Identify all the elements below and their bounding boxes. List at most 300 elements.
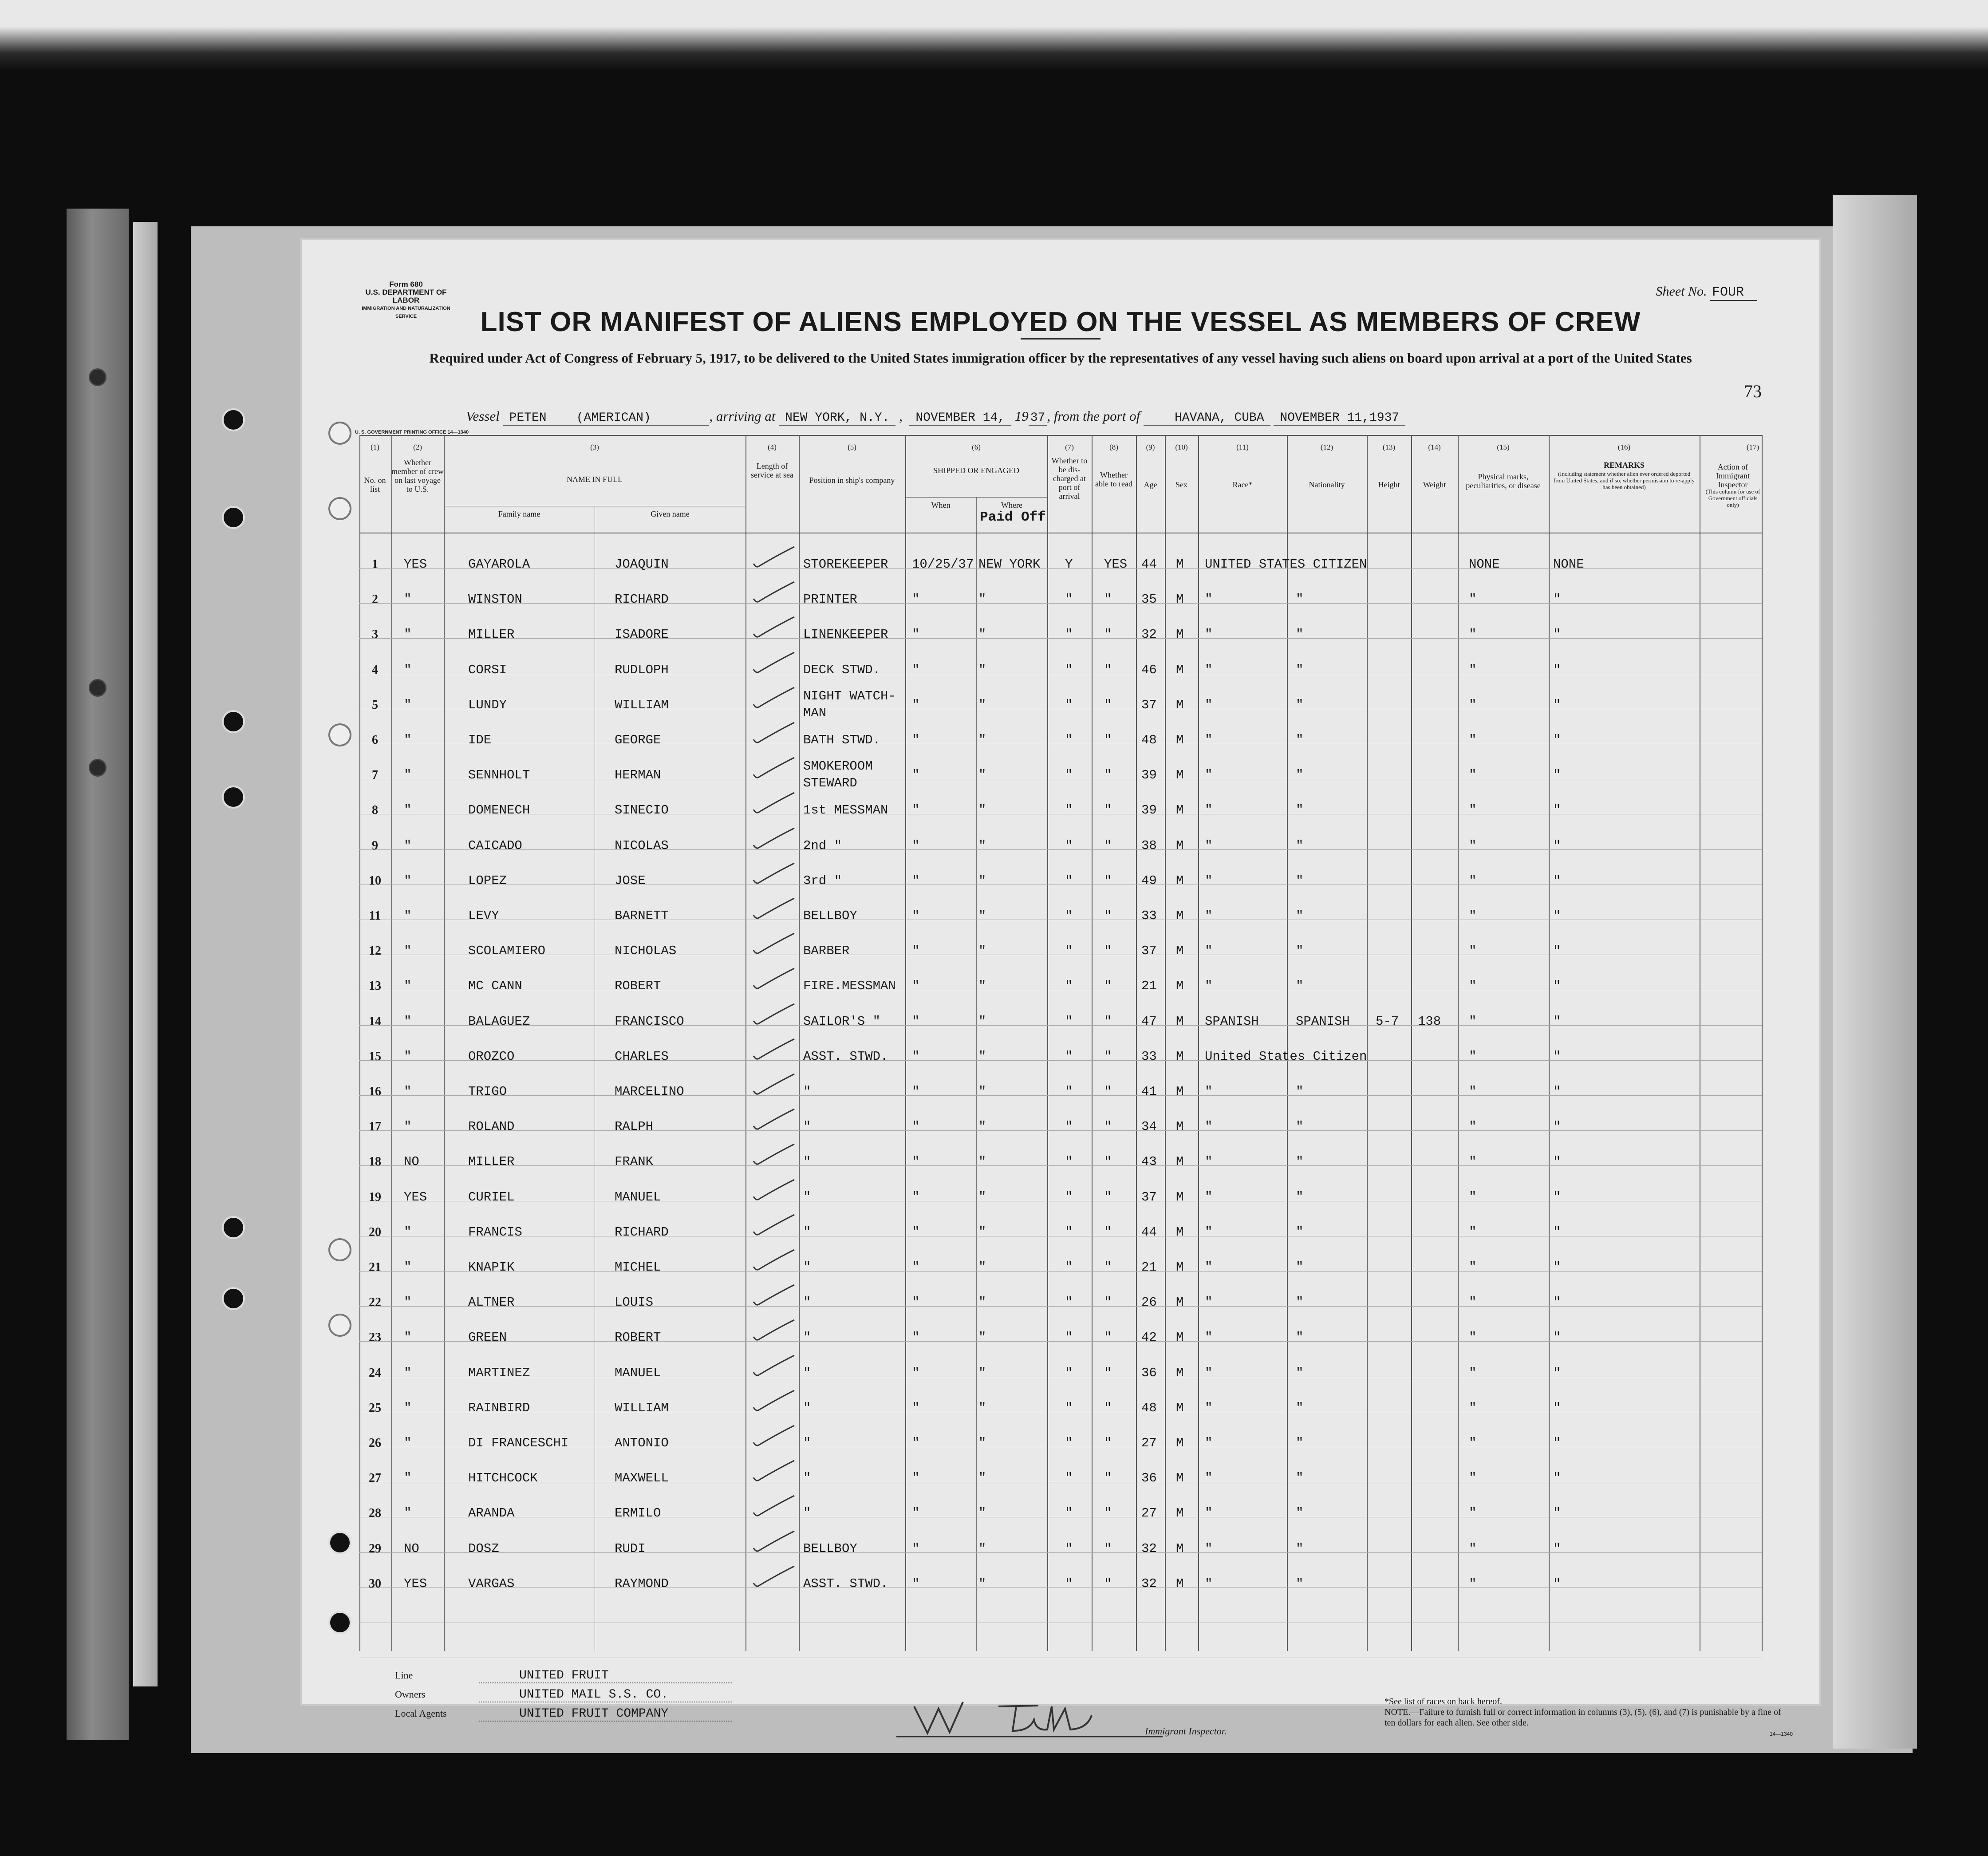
cell-sex: M [1176,1365,1184,1380]
cell-sex: M [1176,592,1184,607]
check-mark-icon [750,650,799,676]
cell-weight: 138 [1418,1014,1441,1029]
cell-age: 21 [1141,1260,1157,1275]
cell-when: " [912,1330,920,1345]
owners-value: UNITED MAIL S.S. CO. [479,1688,732,1702]
cell-when: " [912,838,920,853]
grid-subheader-rule [905,497,1047,498]
cell-family: ROLAND [468,1119,515,1134]
cell-sex: M [1176,1014,1184,1029]
col-num-3: (3) [590,443,599,451]
cell-position: " [803,1154,811,1169]
grid-column-line [1762,435,1763,1651]
cell-prev: YES [404,1189,427,1204]
vessel-line: Vessel PETEN (AMERICAN) , arriving at NEW YORK, N.Y. , NOVEMBER 14, 19 37 , from the port of HAVANA, CUBA NOVEMBER 11,1937 [466,408,1405,425]
cell-position: SAILOR'S " [803,1014,881,1029]
cell-where: " [978,627,986,642]
cell-where: NEW YORK [978,557,1041,572]
cell-given: HERMAN [615,768,661,783]
cell-read: " [1104,1436,1112,1450]
cell-race: " [1205,733,1213,747]
cell-family: DOSZ [468,1541,499,1556]
check-mark-icon [750,790,799,817]
col-header-given: Given name [651,509,690,518]
cell-nationality: " [1296,1436,1304,1450]
cell-given: SINECIO [615,803,669,818]
cell-when: " [912,697,920,712]
punch-hole [222,786,245,809]
check-mark-icon [750,1106,799,1133]
cell-position: BELLBOY [803,908,857,923]
col-header-remarks: REMARKS [1603,461,1645,470]
cell-remarks: " [1553,1224,1561,1240]
service: IMMIGRATION AND NATURALIZATION SERVICE [362,306,450,319]
table-row [359,802,1762,836]
table-row [359,1048,1762,1082]
cell-where: " [978,1576,986,1591]
cell-prev: NO [404,1154,419,1169]
cell-discharged: " [1065,1330,1073,1345]
cell-n: 22 [369,1295,381,1310]
cell-age: 36 [1141,1471,1157,1486]
cell-marks: " [1469,979,1477,994]
cell-n: 24 [369,1366,381,1380]
cell-read: " [1104,1330,1112,1345]
cell-discharged: " [1065,944,1073,959]
cell-nationality: " [1296,1576,1304,1591]
cell-marks: " [1469,1576,1477,1591]
cell-position-line2: MAN [803,705,827,720]
cell-where: " [978,662,986,677]
cell-remarks: " [1553,1330,1561,1345]
cell-family: GREEN [468,1330,507,1345]
cell-n: 30 [369,1576,381,1591]
cell-discharged: " [1065,1576,1073,1591]
cell-n: 19 [369,1190,381,1204]
cell-remarks: " [1553,1506,1561,1521]
cell-race: " [1205,838,1213,853]
department: U.S. DEPARTMENT OF LABOR [365,288,447,304]
cell-age: 38 [1141,838,1157,853]
cell-remarks: " [1553,662,1561,677]
agents-label: Local Agents [395,1708,447,1719]
cell-discharged: " [1065,1471,1073,1486]
cell-age: 33 [1141,1049,1157,1064]
cell-family: OROZCO [468,1049,515,1064]
cell-race: " [1205,1436,1213,1450]
cell-prev: " [404,1014,412,1029]
cell-remarks: " [1553,768,1561,783]
cell-family: GAYAROLA [468,557,530,572]
arrival-date: NOVEMBER 14, [909,411,1011,426]
col-header-nationality: Nationality [1309,480,1345,489]
cell-given: FRANCISCO [615,1014,684,1029]
col-header-prev-voyage: Whether member of crew on last voyage to U.S. [391,458,444,494]
check-mark-icon [750,1353,799,1379]
cell-where: " [978,1119,986,1134]
cell-remarks: " [1553,908,1561,923]
cell-read: " [1104,1541,1112,1556]
page-subtitle: Required under Act of Congress of February 5, 1917, to be delivered to the United States immigration officer by the representatives of any vessel having such aliens on board upon arrival at a port of the United States [429,350,1692,366]
col-header-race: Race* [1232,480,1253,489]
cell-race: " [1205,1119,1213,1134]
cell-given: ERMILO [615,1506,661,1521]
cell-sex: M [1176,908,1184,923]
cell-position: " [803,1436,811,1450]
punch-hole [222,710,245,733]
cell-nationality: " [1296,733,1304,747]
cell-marks: " [1469,1014,1477,1029]
cell-family: LUNDY [468,697,507,712]
cell-position: " [803,1365,811,1380]
punch-hole [222,1216,245,1239]
cell-position: FIRE.MESSMAN [803,979,896,994]
footer-notes [1384,1696,1784,1728]
col-header-read: Whether able to read [1095,470,1132,488]
cell-when: " [912,1049,920,1064]
table-row [359,1294,1762,1328]
check-mark-icon [750,614,799,641]
from-label: , from the port of [1047,408,1140,424]
cell-position: 2nd " [803,838,842,853]
cell-where: " [978,1224,986,1240]
cell-family: MARTINEZ [468,1365,530,1380]
col-header-height: Height [1378,480,1400,489]
col-header-discharged: Whether to be dis-charged at port of arrival [1051,456,1088,501]
cell-marks: " [1469,803,1477,818]
cell-n: 17 [369,1120,381,1134]
cell-sex: M [1176,1260,1184,1275]
form-number: Form 680 [389,280,423,288]
table-row [359,1083,1762,1118]
cell-when: 10/25/37 [912,557,974,572]
page-title: LIST OR MANIFEST OF ALIENS EMPLOYED ON THE VESSEL AS MEMBERS OF CREW [480,307,1641,337]
cell-n: 10 [369,873,381,888]
cell-marks: " [1469,1260,1477,1275]
cell-given: JOAQUIN [615,557,669,572]
cell-nationality: " [1296,944,1304,959]
table-row [359,1118,1762,1153]
cell-where: " [978,873,986,888]
cell-nationality: " [1296,1471,1304,1486]
cell-sex: M [1176,979,1184,994]
cell-sex: M [1176,1119,1184,1134]
col-header-remarks-note: (Including statement whether alien ever ordered deported from United States, and if so, whether permission to re-apply has been obtained) [1553,470,1695,490]
paid-off-stamp: Paid Off [980,509,1046,525]
cell-age: 27 [1141,1506,1157,1521]
table-row [359,1540,1762,1575]
binder-strip-inner [133,222,158,1686]
cell-family: DI FRANCESCHI [468,1436,569,1450]
cell-remarks: NONE [1553,557,1584,572]
arriving-label: , arriving at [709,408,776,424]
cell-prev: " [404,944,412,959]
cell-prev: " [404,592,412,607]
cell-discharged: " [1065,1189,1073,1204]
cell-when: " [912,733,920,747]
cell-sex: M [1176,662,1184,677]
cell-nationality: " [1296,1400,1304,1415]
cell-sex: M [1176,1576,1184,1591]
cell-discharged: " [1065,838,1073,853]
cell-age: 33 [1141,908,1157,923]
cell-prev: " [404,838,412,853]
cell-position: " [803,1224,811,1240]
cell-prev: " [404,1436,412,1450]
cell-n: 26 [369,1436,381,1450]
cell-where: " [978,1084,986,1099]
cell-family: CORSI [468,662,507,677]
cell-remarks: " [1553,979,1561,994]
cell-discharged: Y [1065,557,1073,572]
cell-nationality: SPANISH [1296,1014,1350,1029]
col-num-12: (12) [1320,443,1333,451]
cell-race: " [1205,1330,1213,1345]
punch-hole [328,1611,351,1634]
cell-sex: M [1176,557,1184,572]
cell-race: " [1205,1576,1213,1591]
crew-table [359,435,1762,1651]
cell-race: " [1205,908,1213,923]
cell-nationality: " [1296,803,1304,818]
cell-when: " [912,1295,920,1310]
binder-strip [67,209,129,1740]
cell-where: " [978,1506,986,1521]
punch-hole [222,506,245,529]
cell-given: ISADORE [615,627,669,642]
cell-read: " [1104,1576,1112,1591]
cell-where: " [978,697,986,712]
cell-age: 36 [1141,1365,1157,1380]
cell-position: LINENKEEPER [803,627,888,642]
inspector-signature [896,1689,1163,1742]
cell-family: ARANDA [468,1506,515,1521]
cell-remarks: " [1553,697,1561,712]
punch-hole [328,422,351,445]
cell-nationality: " [1296,1154,1304,1169]
cell-marks: " [1469,1400,1477,1415]
cell-read: " [1104,768,1112,783]
cell-where: " [978,733,986,747]
cell-when: " [912,1084,920,1099]
cell-when: " [912,1541,920,1556]
cell-sex: M [1176,944,1184,959]
col-num-11: (11) [1236,443,1249,451]
cell-race: " [1205,1365,1213,1380]
check-mark-icon [750,1317,799,1344]
cell-family: BALAGUEZ [468,1014,530,1029]
cell-where: " [978,1471,986,1486]
cell-given: ANTONIO [615,1436,669,1450]
cell-sex: M [1176,1084,1184,1099]
col-header-sex: Sex [1175,480,1187,489]
cell-where: " [978,1154,986,1169]
cell-read: " [1104,1084,1112,1099]
cell-nationality: " [1296,697,1304,712]
cell-family: IDE [468,733,492,747]
cell-n: 15 [369,1049,381,1063]
table-row [359,626,1762,660]
cell-discharged: " [1065,1260,1073,1275]
cell-race: UNITED STATES CITIZEN [1205,557,1367,572]
cell-n: 23 [369,1331,381,1345]
cell-read: " [1104,1506,1112,1521]
grid-header-rule [359,435,1762,436]
cell-nationality: " [1296,1189,1304,1204]
cell-remarks: " [1553,1154,1561,1169]
cell-read: " [1104,1014,1112,1029]
cell-given: NICHOLAS [615,944,677,959]
cell-nationality: " [1296,1119,1304,1134]
cell-race: " [1205,1084,1213,1099]
cell-prev: " [404,1330,412,1345]
cell-age: 43 [1141,1154,1157,1169]
cell-n: 16 [369,1085,381,1098]
cell-height: 5-7 [1376,1014,1399,1029]
check-mark-icon [750,825,799,852]
cell-prev: " [404,662,412,677]
cell-family: KNAPIK [468,1260,515,1275]
table-row [359,907,1762,942]
col-num-7: (7) [1065,443,1074,451]
cell-where: " [978,1330,986,1345]
check-mark-icon [750,1458,799,1485]
col-num-14: (14) [1428,443,1441,451]
cell-given: ROBERT [615,1330,661,1345]
col-num-13: (13) [1382,443,1396,451]
cell-marks: " [1469,1154,1477,1169]
cell-read: " [1104,1189,1112,1204]
cell-family: RAINBIRD [468,1400,530,1415]
cell-discharged: " [1065,1436,1073,1450]
cell-discharged: " [1065,627,1073,642]
cell-race: " [1205,662,1213,677]
cell-family: MC CANN [468,979,522,994]
cell-where: " [978,1189,986,1204]
cell-position: " [803,1330,811,1345]
cell-marks: " [1469,1224,1477,1240]
col-header-action-note: (This column for use of Government officials only) [1705,488,1760,508]
cell-where: " [978,592,986,607]
cell-nationality: " [1296,873,1304,888]
cell-when: " [912,1471,920,1486]
cell-age: 26 [1141,1295,1157,1310]
cell-prev: NO [404,1541,419,1556]
cell-n: 11 [369,909,381,923]
cell-when: " [912,1365,920,1380]
cell-read: " [1104,908,1112,923]
cell-given: ROBERT [615,979,661,994]
table-row [359,688,1762,731]
col-num-1: (1) [371,443,379,451]
cell-where: " [978,1365,986,1380]
cell-remarks: " [1553,1576,1561,1591]
cell-read: " [1104,1365,1112,1380]
cell-nationality: " [1296,1084,1304,1099]
cell-nationality: " [1296,1541,1304,1556]
table-row [359,1329,1762,1363]
check-mark-icon [750,896,799,922]
cell-read: " [1104,1119,1112,1134]
cell-given: WILLIAM [615,697,669,712]
check-mark-icon [750,1071,799,1098]
vessel-name: PETEN (AMERICAN) [503,411,710,426]
cell-where: " [978,1541,986,1556]
cell-where: " [978,979,986,994]
cell-sex: M [1176,1189,1184,1204]
strip-hole [89,679,106,697]
cell-discharged: " [1065,1049,1073,1064]
cell-nationality: " [1296,1506,1304,1521]
page-number: 73 [1744,381,1762,401]
cell-sex: M [1176,1436,1184,1450]
table-row [359,1364,1762,1399]
strip-hole [89,759,106,777]
cell-n: 13 [369,979,381,993]
cell-discharged: " [1065,1084,1073,1099]
cell-age: 39 [1141,803,1157,818]
cell-read: " [1104,627,1112,642]
table-row [359,872,1762,907]
col-header-service: Length of service at sea [751,462,793,479]
owners-label: Owners [395,1689,426,1700]
departure-date: NOVEMBER 11,1937 [1274,411,1405,426]
col-header-name: NAME IN FULL [567,475,623,484]
cell-age: 37 [1141,697,1157,712]
cell-given: FRANK [615,1154,654,1169]
cell-marks: " [1469,944,1477,959]
check-mark-icon [750,1036,799,1063]
cell-position: SMOKEROOM [803,759,873,774]
cell-age: 32 [1141,1541,1157,1556]
film-edge [0,0,1988,71]
cell-given: NICOLAS [615,838,669,853]
cell-prev: YES [404,557,427,572]
table-row [359,759,1762,801]
cell-read: " [1104,1295,1112,1310]
cell-prev: " [404,908,412,923]
cell-family: HITCHCOCK [468,1471,538,1486]
cell-read: " [1104,838,1112,853]
cell-race: " [1205,627,1213,642]
cell-family: MILLER [468,627,515,642]
cell-nationality: " [1296,592,1304,607]
cell-sex: M [1176,733,1184,747]
check-mark-icon [750,1493,799,1520]
cell-position-line2: STEWARD [803,776,857,791]
cell-age: 37 [1141,1189,1157,1204]
cell-age: 32 [1141,1576,1157,1591]
cell-discharged: " [1065,768,1073,783]
cell-marks: " [1469,733,1477,747]
cell-prev: " [404,1471,412,1486]
agents-value: UNITED FRUIT COMPANY [479,1707,732,1722]
cell-position: BATH STWD. [803,733,881,747]
note-penalty: NOTE.—Failure to furnish full or correct information in columns (3), (5), (6), and (7) is punishable by a fine of ten dollars for each alien. See other side. [1384,1707,1781,1728]
cell-read: " [1104,1154,1112,1169]
cell-race: " [1205,1189,1213,1204]
cell-age: 39 [1141,768,1157,783]
col-header-age: Age [1144,480,1157,489]
cell-discharged: " [1065,592,1073,607]
cell-prev: " [404,1260,412,1275]
cell-given: MARCELINO [615,1084,684,1099]
cell-position: PRINTER [803,592,857,607]
cell-family: MILLER [468,1154,515,1169]
cell-remarks: " [1553,1014,1561,1029]
table-row [359,661,1762,696]
cell-n: 2 [372,592,378,607]
